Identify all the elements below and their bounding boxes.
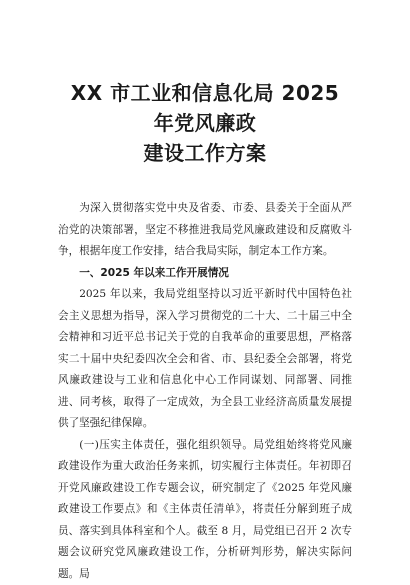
title-line-2: 建设工作方案 [58,138,352,168]
section-1-paragraph-2: (一)压实主体责任，强化组织领导。局党组始终将党风廉政建设作为重大政治任务来抓，切实履行主体责任。年初即召开党风廉政建设工作专题会议，研究制定了《2025 年党风廉政建设工作要点》和《主体责任清单》，将责任分解到班子成员、落实到具体科室和个人。截至 8 月，局党组已召开 2 次专题会议研究党风廉政建设工作，分析研判形势，解决实际问题。局 [58,435,352,585]
section-1-heading: 一、2025 年以来工作开展情况 [58,263,352,285]
intro-paragraph: 为深入贯彻落实党中央及省委、市委、县委关于全面从严治党的决策部署，坚定不移推进我局党风廉政建设和反腐败斗争，根据年度工作安排，结合我局实际，制定本工作方案。 [58,198,352,263]
title-line-1: XX 市工业和信息化局 2025 年党风廉政 [58,78,352,138]
section-1-paragraph-1: 2025 年以来，我局党组坚持以习近平新时代中国特色社会主义思想为指导，深入学习贯彻党的二十大、二十届三中全会精神和习近平总书记关于党的自我革命的重要思想，严格落实二十届中央纪委四次全会和省、市、县纪委全会部署，将党风廉政建设与工业和信息化中心工作同谋划、同部署、同推进、同考核，取得了一定成效，为全县工业经济高质量发展提供了坚强纪律保障。 [58,284,352,435]
document-title [58,78,352,168]
